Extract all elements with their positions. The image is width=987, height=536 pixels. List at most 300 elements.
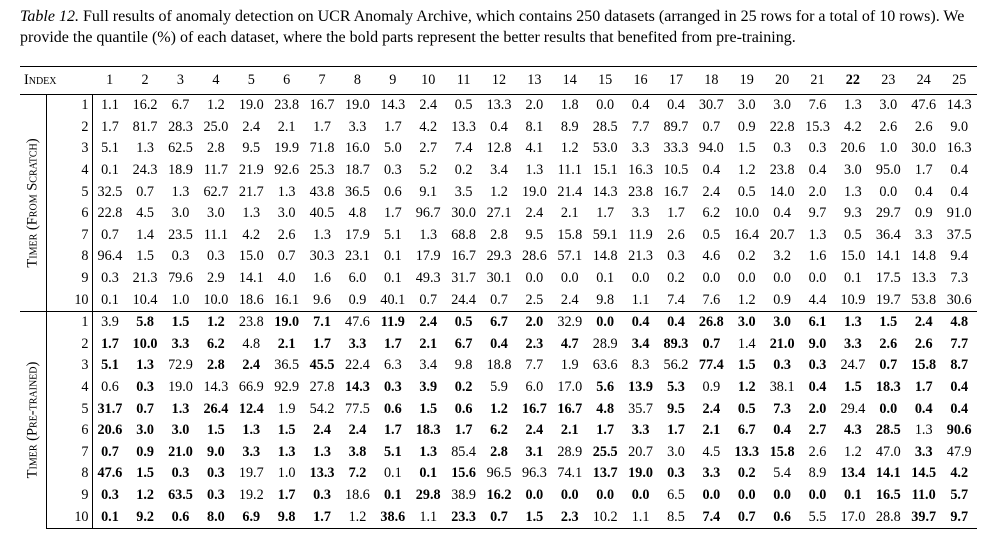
table-cell: 54.2 — [309, 400, 335, 417]
table-cell: 16.2 — [127, 95, 162, 117]
row-index: 9 — [46, 268, 92, 290]
table-cell — [587, 485, 622, 507]
table-cell: 19.7 — [238, 465, 264, 482]
bold-value: 1.7 — [313, 508, 331, 525]
table-cell — [517, 506, 552, 528]
table-cell — [92, 463, 127, 485]
table-cell: 1.3 — [313, 226, 331, 243]
table-cell: 1.2 — [737, 162, 756, 179]
table-cell: 4.8 — [242, 335, 261, 352]
table-cell — [871, 355, 906, 377]
table-cell: 7.7 — [631, 118, 650, 135]
table-cell: 19.9 — [274, 140, 300, 157]
bold-value: 2.4 — [348, 422, 367, 439]
table-cell: 1.7 — [596, 205, 615, 222]
table-cell: 13.3 — [911, 270, 937, 287]
table-cell: 19.0 — [340, 95, 375, 117]
table-cell — [198, 442, 233, 464]
table-cell — [906, 463, 941, 485]
table-cell — [800, 485, 835, 507]
bold-value: 11.0 — [911, 486, 936, 503]
table-cell: 0.4 — [702, 162, 721, 179]
bold-value: 0.0 — [560, 486, 579, 503]
table-cell: 63.6 — [592, 357, 618, 374]
column-header-15: 15 — [587, 67, 622, 95]
table-cell — [234, 442, 269, 464]
table-cell: 38.1 — [769, 379, 795, 396]
table-cell: 5.9 — [490, 379, 508, 396]
bold-value: 1.2 — [207, 314, 225, 331]
table-cell: 74.1 — [557, 465, 583, 482]
index-header: Index — [20, 67, 92, 95]
bold-value: 4.8 — [596, 400, 615, 417]
bold-value: 14.5 — [911, 465, 937, 482]
bold-value: 0.7 — [101, 443, 119, 460]
table-cell: 6.0 — [525, 379, 544, 396]
table-cell: 30.0 — [911, 140, 937, 157]
table-cell: 3.3 — [631, 140, 650, 157]
table-cell: 6.5 — [667, 486, 685, 503]
table-cell: 0.7 — [101, 226, 119, 243]
bold-value: 16.7 — [521, 400, 547, 417]
table-cell — [446, 506, 481, 528]
bold-value: 0.3 — [773, 357, 791, 374]
table-cell: 96.5 — [486, 465, 512, 482]
column-header-7: 7 — [304, 67, 339, 95]
table-cell: 21.9 — [238, 162, 264, 179]
bold-value: 0.0 — [808, 486, 827, 503]
column-header-2: 2 — [127, 67, 162, 95]
column-header-12: 12 — [481, 67, 516, 95]
table-cell — [163, 334, 198, 356]
table-cell — [729, 442, 764, 464]
table-cell — [446, 377, 481, 399]
table-row — [20, 160, 977, 182]
bold-value: 16.2 — [486, 486, 512, 503]
bold-value: 3.3 — [171, 335, 190, 352]
table-cell: 24.4 — [451, 291, 477, 308]
table-cell: 9.5 — [525, 226, 544, 243]
table-cell: 47.6 — [340, 311, 375, 333]
table-cell: 28.6 — [521, 248, 547, 265]
column-header-21: 21 — [800, 67, 835, 95]
bold-value: 7.2 — [348, 465, 367, 482]
table-cell: 94.0 — [698, 140, 724, 157]
table-cell: 14.1 — [875, 248, 901, 265]
table-cell: 1.1 — [411, 506, 446, 528]
table-cell — [340, 420, 375, 442]
bold-value: 0.2 — [454, 379, 473, 396]
table-cell — [92, 442, 127, 464]
table-cell: 4.4 — [808, 291, 827, 308]
bold-value: 8.0 — [207, 508, 225, 525]
table-cell — [269, 442, 304, 464]
bold-value: 2.4 — [702, 400, 721, 417]
table-cell: 0.5 — [737, 183, 756, 200]
table-cell: 68.8 — [451, 226, 477, 243]
bold-value: 0.4 — [667, 314, 685, 331]
bold-value: 9.0 — [207, 443, 225, 460]
bold-value: 1.3 — [844, 314, 862, 331]
table-cell: 11.1 — [557, 162, 582, 179]
bold-value: 0.1 — [844, 486, 862, 503]
table-cell: 1.8 — [552, 95, 587, 117]
table-cell — [552, 485, 587, 507]
table-cell — [234, 506, 269, 528]
table-cell: 4.2 — [242, 226, 261, 243]
table-cell: 1.7 — [383, 205, 402, 222]
table-cell: 40.1 — [380, 291, 406, 308]
table-cell: 9.8 — [454, 357, 473, 374]
table-cell — [906, 334, 941, 356]
section-label-text: Timer (Pre-trained) — [24, 361, 41, 479]
table-cell: 23.1 — [345, 248, 370, 265]
table-cell: 16.7 — [451, 248, 477, 265]
table-cell: 0.0 — [737, 270, 756, 287]
table-cell: 0.6 — [101, 379, 119, 396]
table-cell — [871, 377, 906, 399]
bold-value: 2.4 — [525, 422, 544, 439]
table-cell: 1.7 — [313, 118, 331, 135]
bold-value: 0.7 — [737, 508, 756, 525]
column-header-18: 18 — [694, 67, 729, 95]
table-cell: 12.8 — [486, 140, 512, 157]
bold-value: 14.1 — [875, 465, 901, 482]
bold-value: 77.4 — [698, 357, 724, 374]
bold-value: 1.7 — [667, 422, 685, 439]
bold-value: 1.5 — [879, 314, 898, 331]
bold-value: 2.3 — [525, 335, 544, 352]
table-cell: 25.3 — [309, 162, 335, 179]
table-cell: 16.1 — [274, 291, 300, 308]
table-cell — [198, 311, 233, 333]
table-cell: 16.7 — [304, 95, 339, 117]
table-row — [20, 463, 977, 485]
table-cell — [517, 485, 552, 507]
table-cell — [375, 442, 410, 464]
table-cell: 1.2 — [737, 291, 756, 308]
table-cell: 2.1 — [560, 205, 579, 222]
table-cell — [517, 420, 552, 442]
table-cell — [587, 442, 622, 464]
table-cell: 1.4 — [136, 226, 154, 243]
table-cell: 32.5 — [97, 183, 123, 200]
table-cell: 30.6 — [946, 291, 972, 308]
bold-value: 2.1 — [560, 422, 579, 439]
table-cell — [198, 334, 233, 356]
row-index: 3 — [46, 355, 92, 377]
bold-value: 0.6 — [773, 508, 791, 525]
table-cell — [127, 398, 162, 420]
row-index: 6 — [46, 203, 92, 225]
bold-value: 12.4 — [238, 400, 264, 417]
bold-value: 16.7 — [557, 400, 583, 417]
table-cell: 3.0 — [729, 95, 764, 117]
bold-value: 0.7 — [136, 400, 154, 417]
table-cell — [517, 334, 552, 356]
bold-value: 10.0 — [132, 335, 158, 352]
row-index: 2 — [46, 334, 92, 356]
table-cell: 17.0 — [557, 379, 583, 396]
bold-value: 6.1 — [808, 314, 827, 331]
bold-value: 1.7 — [454, 422, 473, 439]
bold-value: 9.5 — [667, 400, 685, 417]
table-cell: 14.3 — [941, 95, 977, 117]
table-cell: 0.0 — [702, 270, 721, 287]
bold-value: 0.4 — [950, 400, 969, 417]
table-cell — [941, 420, 977, 442]
table-cell — [411, 463, 446, 485]
bold-value: 2.8 — [207, 357, 225, 374]
table-cell: 5.4 — [773, 465, 791, 482]
column-header-14: 14 — [552, 67, 587, 95]
bold-value: 6.7 — [737, 422, 756, 439]
bold-value: 0.3 — [207, 486, 225, 503]
table-cell: 0.0 — [773, 270, 791, 287]
table-cell — [304, 442, 339, 464]
table-cell — [623, 311, 658, 333]
table-cell: 27.8 — [309, 379, 335, 396]
column-header-16: 16 — [623, 67, 658, 95]
bold-value: 19.0 — [628, 465, 653, 482]
table-cell — [92, 334, 127, 356]
table-cell: 47.9 — [946, 443, 972, 460]
table-cell: 2.7 — [419, 140, 438, 157]
table-cell: 0.3 — [101, 270, 119, 287]
table-cell: 0.3 — [207, 248, 225, 265]
table-cell: 1.3 — [242, 205, 261, 222]
table-cell: 6.0 — [348, 270, 367, 287]
table-cell: 9.5 — [242, 140, 261, 157]
bold-value: 2.1 — [419, 335, 438, 352]
table-row — [20, 289, 977, 311]
table-cell: 2.4 — [702, 183, 721, 200]
table-cell: 21.3 — [132, 270, 158, 287]
bold-value: 1.5 — [419, 400, 438, 417]
bold-value: 9.0 — [808, 335, 827, 352]
caption-text: Full results of anomaly detection on UCR Anomaly Archive, which contains 250 datasets (arranged in 25 rows for a total of 10 rows). We provide the quantile (%) of each dataset, where the bold parts represent the better results that benefited from pre-training. — [20, 8, 965, 46]
table-cell — [658, 463, 693, 485]
table-cell: 15.8 — [557, 226, 583, 243]
table-cell — [375, 311, 410, 333]
bold-value: 1.5 — [737, 357, 756, 374]
bold-value: 6.2 — [207, 335, 225, 352]
bold-value: 2.3 — [560, 508, 579, 525]
table-cell — [835, 311, 870, 333]
table-row — [20, 334, 977, 356]
table-cell: 8.1 — [525, 118, 544, 135]
table-cell: 0.4 — [950, 183, 969, 200]
bold-value: 1.3 — [313, 443, 331, 460]
bold-value: 4.8 — [950, 314, 969, 331]
table-cell: 3.0 — [871, 95, 906, 117]
column-header-1: 1 — [92, 67, 127, 95]
row-index: 2 — [46, 117, 92, 139]
bold-value: 0.3 — [383, 379, 402, 396]
table-cell: 5.1 — [101, 140, 119, 157]
table-cell: 91.0 — [946, 205, 972, 222]
table-cell: 0.0 — [808, 270, 827, 287]
table-cell: 18.6 — [345, 486, 370, 503]
bold-value: 1.3 — [171, 400, 190, 417]
bold-value: 15.8 — [769, 443, 795, 460]
table-cell: 30.0 — [451, 205, 477, 222]
bold-value: 20.6 — [97, 422, 123, 439]
table-cell — [871, 485, 906, 507]
table-cell — [835, 485, 870, 507]
table-cell — [446, 463, 481, 485]
bold-value: 63.5 — [168, 486, 193, 503]
table-cell — [906, 398, 941, 420]
table-cell — [340, 377, 375, 399]
table-cell: 2.4 — [242, 118, 261, 135]
table-cell: 0.0 — [525, 270, 544, 287]
table-cell — [764, 311, 799, 333]
column-header-24: 24 — [906, 67, 941, 95]
table-cell: 0.0 — [560, 270, 579, 287]
table-row — [20, 506, 977, 528]
table-cell — [587, 377, 622, 399]
column-header-19: 19 — [729, 67, 764, 95]
bold-value: 18.3 — [415, 422, 441, 439]
table-cell — [587, 463, 622, 485]
table-cell — [623, 420, 658, 442]
column-header-25: 25 — [941, 67, 977, 95]
table-cell: 9.7 — [808, 205, 827, 222]
table-cell: 0.3 — [171, 248, 190, 265]
bold-value: 4.7 — [560, 335, 579, 352]
table-cell: 2.8 — [207, 140, 225, 157]
bold-value: 23.3 — [451, 508, 477, 525]
table-row — [20, 398, 977, 420]
table-cell: 15.0 — [238, 248, 264, 265]
table-cell — [127, 334, 162, 356]
table-cell: 9.4 — [950, 248, 969, 265]
table-cell — [835, 377, 870, 399]
table-cell: 13.3 — [451, 118, 477, 135]
table-cell: 16.7 — [663, 183, 689, 200]
bold-value: 0.0 — [525, 486, 544, 503]
bold-value: 4.2 — [950, 465, 969, 482]
table-cell: 0.5 — [446, 95, 481, 117]
bold-value: 1.7 — [101, 335, 119, 352]
bold-value: 5.6 — [596, 379, 615, 396]
table-cell — [658, 377, 693, 399]
table-cell: 5.1 — [383, 226, 402, 243]
table-row — [20, 377, 977, 399]
bold-value: 0.4 — [808, 379, 827, 396]
table-cell — [304, 311, 339, 333]
column-header-23: 23 — [871, 67, 906, 95]
table-cell: 18.9 — [168, 162, 193, 179]
table-cell — [941, 398, 977, 420]
bold-value: 0.3 — [667, 465, 685, 482]
column-header-13: 13 — [517, 67, 552, 95]
table-cell — [871, 398, 906, 420]
table-cell: 1.0 — [171, 291, 190, 308]
bold-value: 28.5 — [875, 422, 901, 439]
table-cell: 1.3 — [136, 140, 154, 157]
table-cell: 4.5 — [136, 205, 154, 222]
table-cell: 14.3 — [375, 95, 410, 117]
table-cell — [304, 355, 339, 377]
table-cell: 19.0 — [234, 95, 269, 117]
table-row — [20, 181, 977, 203]
bold-value: 0.0 — [773, 486, 791, 503]
table-cell: 28.5 — [592, 118, 618, 135]
bold-value: 3.0 — [737, 314, 756, 331]
table-cell: 14.0 — [769, 183, 795, 200]
bold-value: 2.4 — [242, 357, 261, 374]
table-cell: 96.4 — [97, 248, 123, 265]
table-cell: 0.4 — [808, 162, 827, 179]
bold-value: 11.9 — [380, 314, 405, 331]
table-cell: 31.7 — [451, 270, 477, 287]
bold-value: 45.5 — [309, 357, 335, 374]
table-cell: 1.1 — [92, 95, 127, 117]
table-cell — [729, 377, 764, 399]
bold-value: 13.7 — [592, 465, 618, 482]
bold-value: 0.0 — [879, 400, 898, 417]
table-cell — [729, 485, 764, 507]
table-cell — [906, 506, 941, 528]
table-cell: 0.1 — [101, 291, 119, 308]
table-cell: 43.8 — [309, 183, 335, 200]
table-cell — [127, 506, 162, 528]
table-row — [20, 442, 977, 464]
table-cell: 2.4 — [560, 291, 579, 308]
bold-value: 26.4 — [203, 400, 229, 417]
table-cell: 66.9 — [238, 379, 264, 396]
results-table — [20, 66, 977, 529]
table-cell — [623, 334, 658, 356]
table-cell — [800, 377, 835, 399]
table-row — [20, 117, 977, 139]
table-cell — [871, 463, 906, 485]
table-cell — [163, 398, 198, 420]
bold-value: 9.7 — [950, 508, 969, 525]
table-cell: 8.5 — [658, 506, 693, 528]
bold-value: 3.0 — [171, 422, 190, 439]
column-header-10: 10 — [411, 67, 446, 95]
bold-value: 6.2 — [490, 422, 508, 439]
bold-value: 38.6 — [380, 508, 406, 525]
table-cell: 23.8 — [628, 183, 653, 200]
table-cell — [517, 398, 552, 420]
table-cell — [481, 442, 516, 464]
table-cell: 0.0 — [631, 270, 650, 287]
table-cell: 2.6 — [808, 443, 827, 460]
column-header-20: 20 — [764, 67, 799, 95]
table-cell: 1.0 — [277, 465, 296, 482]
table-cell: 0.3 — [667, 248, 685, 265]
table-cell: 36.4 — [875, 226, 901, 243]
table-cell — [198, 506, 233, 528]
table-cell: 0.9 — [737, 118, 756, 135]
table-cell: 23.8 — [269, 95, 304, 117]
table-cell: 10.4 — [132, 291, 158, 308]
bold-value: 0.3 — [101, 486, 119, 503]
table-cell: 0.1 — [383, 465, 402, 482]
row-index: 10 — [46, 506, 92, 528]
table-cell: 9.3 — [844, 205, 862, 222]
bold-value: 3.4 — [631, 335, 650, 352]
column-header-9: 9 — [375, 67, 410, 95]
bold-value: 0.0 — [631, 486, 650, 503]
table-cell — [163, 311, 198, 333]
row-index: 8 — [46, 463, 92, 485]
table-cell: 4.0 — [277, 270, 296, 287]
